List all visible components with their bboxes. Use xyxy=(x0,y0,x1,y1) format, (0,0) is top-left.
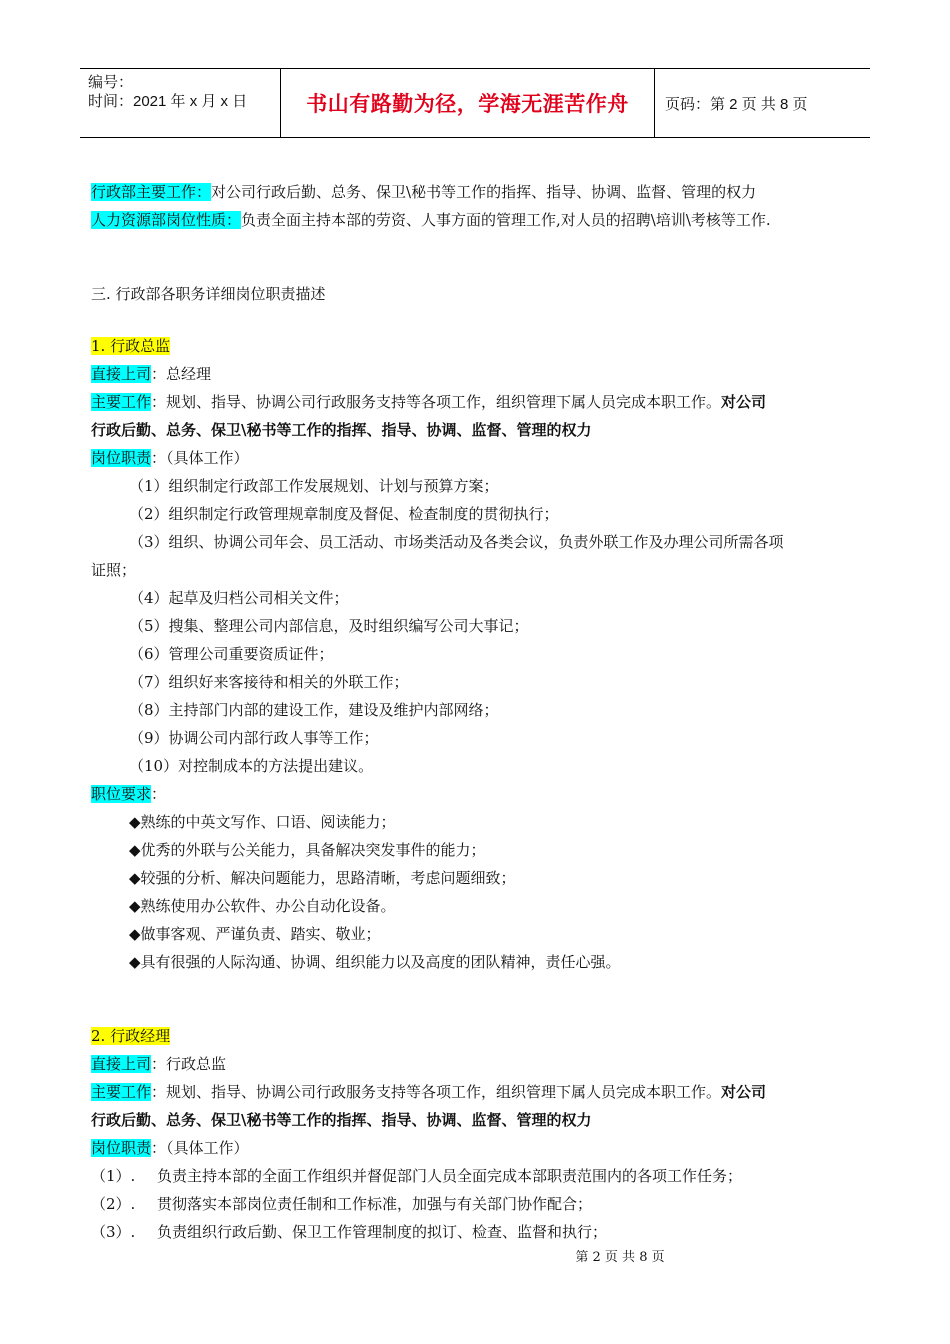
main-work-line: 主要工作：规划、指导、协调公司行政服务支持等各项工作，组织管理下属人员完成本职工作。对公司 xyxy=(91,393,767,411)
duties-heading: 岗位职责：（具体工作） xyxy=(91,1139,249,1157)
header-meta xyxy=(80,69,280,137)
header-page-info: 页码：第 2 页 共 8 页 xyxy=(665,95,808,113)
requirement-item: ◆较强的分析、解决问题能力，思路清晰，考虑问题细致； xyxy=(129,869,516,887)
header-motto: 书山有路勤为径，学海无涯苦作舟 xyxy=(280,69,655,137)
requirement-item: ◆熟练使用办公软件、办公自动化设备。 xyxy=(129,897,396,915)
requirement-item: ◆优秀的外联与公关能力，具备解决突发事件的能力； xyxy=(129,841,486,859)
duty-item: （6）管理公司重要资质证件； xyxy=(129,645,334,663)
duty-item: （4）起草及归档公司相关文件； xyxy=(129,589,349,607)
intro-line-hr xyxy=(91,206,866,234)
position-title: 2. 行政经理 xyxy=(91,1027,171,1045)
doc-time: 时间：2021 年 x 月 x 日 xyxy=(88,93,248,110)
doc-number-label: 编号： xyxy=(88,74,134,91)
supervisor-line: 直接上司：行政总监 xyxy=(91,1055,227,1073)
duty-item: （3）组织、协调公司年会、员工活动、市场类活动及各类会议，负责外联工作及办理公司所需各项 xyxy=(129,533,784,551)
duty-item: （8）主持部门内部的建设工作，建设及维护内部网络； xyxy=(129,701,499,719)
duty-item: （10）对控制成本的方法提出建议。 xyxy=(129,757,374,775)
requirements-heading: 职位要求： xyxy=(91,785,167,803)
requirement-item: ◆熟练的中英文写作、口语、阅读能力； xyxy=(129,813,396,831)
document-body xyxy=(91,178,866,1246)
duty-item: （7）组织好来客接待和相关的外联工作； xyxy=(129,673,409,691)
intro-text: 负责全面主持本部的劳资、人事方面的管理工作,对人员的招聘\培训\考核等工作. xyxy=(241,211,771,229)
duty-item: （9）协调公司内部行政人事等工作； xyxy=(129,729,379,747)
duty-item: （3）. 负责组织行政后勤、保卫工作管理制度的拟订、检查、监督和执行； xyxy=(91,1223,608,1241)
duty-item: （1）组织制定行政部工作发展规划、计划与预算方案； xyxy=(129,477,499,495)
page-footer: 第 2 页 共 8 页 xyxy=(575,1250,665,1265)
main-work-line-cont: 行政后勤、总务、保卫\秘书等工作的指挥、指导、协调、监督、管理的权力 xyxy=(91,1111,592,1129)
duty-item: （2）组织制定行政管理规章制度及督促、检查制度的贯彻执行； xyxy=(129,505,559,523)
duty-item-cont: 证照； xyxy=(91,561,137,579)
intro-text: 对公司行政后勤、总务、保卫\秘书等工作的指挥、指导、协调、监督、管理的权力 xyxy=(211,183,757,201)
main-work-line-cont: 行政后勤、总务、保卫\秘书等工作的指挥、指导、协调、监督、管理的权力 xyxy=(91,421,592,439)
main-work-line: 主要工作：规划、指导、协调公司行政服务支持等各项工作，组织管理下属人员完成本职工作。对公司 xyxy=(91,1083,767,1101)
duties-heading: 岗位职责：（具体工作） xyxy=(91,449,249,467)
supervisor-line: 直接上司：总经理 xyxy=(91,365,212,383)
duty-item: （2）. 贯彻落实本部岗位责任制和工作标准，加强与有关部门协作配合； xyxy=(91,1195,593,1213)
intro-label: 行政部主要工作： xyxy=(91,183,212,201)
requirement-item: ◆做事客观、严谨负责、踏实、敬业； xyxy=(129,925,381,943)
position-title: 1. 行政总监 xyxy=(91,337,171,355)
duty-item: （5）搜集、整理公司内部信息，及时组织编写公司大事记； xyxy=(129,617,529,635)
page-header xyxy=(80,68,870,138)
intro-label: 人力资源部岗位性质： xyxy=(91,211,242,229)
requirement-item: ◆具有很强的人际沟通、协调、组织能力以及高度的团队精神，责任心强。 xyxy=(129,953,621,971)
duty-item: （1）. 负责主持本部的全面工作组织并督促部门人员全面完成本部职责范围内的各项工作任务； xyxy=(91,1167,743,1185)
intro-line-admin xyxy=(91,178,866,206)
section-title: 三. 行政部各职务详细岗位职责描述 xyxy=(91,285,326,303)
